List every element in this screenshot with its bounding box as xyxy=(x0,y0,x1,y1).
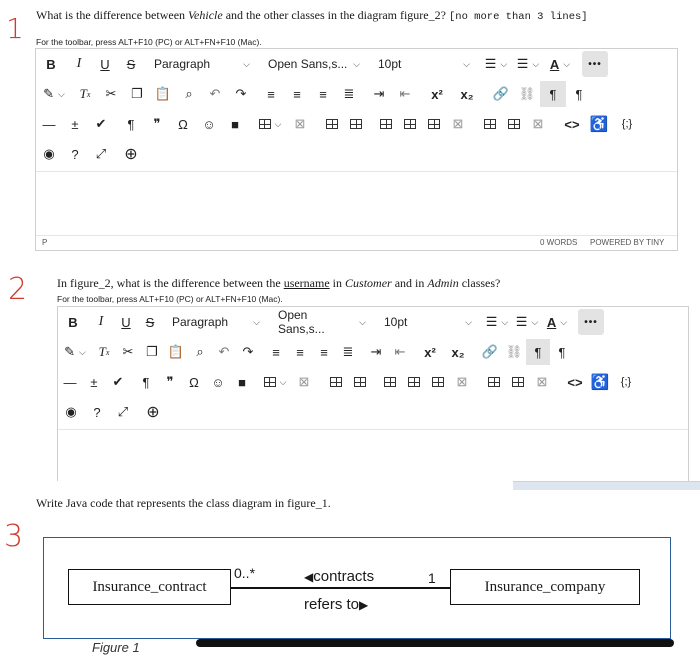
italic-button[interactable]: I xyxy=(76,56,82,71)
table-cell-icon[interactable] xyxy=(482,369,506,395)
table-col-after-icon[interactable]: ⊠ xyxy=(452,116,464,131)
q2-text-a: In figure_2, what is the difference between the xyxy=(57,276,284,290)
text-color-button[interactable]: A ⌵ xyxy=(549,56,571,72)
checkmark-icon[interactable]: ✔ xyxy=(95,116,107,131)
unlink-icon[interactable]: ⛓ xyxy=(518,86,536,101)
more-toolbar-button[interactable]: ••• xyxy=(578,309,604,335)
font-size-value: 10pt xyxy=(384,315,408,329)
block-format-value: Paragraph xyxy=(172,315,229,329)
align-center-icon[interactable]: ≡ xyxy=(296,344,304,360)
strikethrough-button[interactable]: S xyxy=(126,56,136,72)
association-label-bottom xyxy=(304,596,368,613)
source-code-button[interactable]: <> xyxy=(567,374,583,390)
help-icon[interactable]: ? xyxy=(71,146,79,162)
class-box-insurance-contract xyxy=(68,569,231,605)
right-multiplicity: 1 xyxy=(428,570,436,586)
emoji-icon[interactable]: ☺ xyxy=(211,374,225,390)
handwritten-number-2: 2 xyxy=(8,272,28,307)
question-2-text xyxy=(57,276,500,291)
bookmark-icon[interactable]: ■ xyxy=(231,116,239,132)
font-family-dropdown[interactable] xyxy=(272,309,372,335)
block-format-dropdown[interactable] xyxy=(148,51,256,77)
editor-content-area-2[interactable] xyxy=(58,429,688,483)
left-class-name: Insurance_contract xyxy=(92,578,207,595)
right-class-name: Insurance_company xyxy=(484,578,606,595)
subscript-button[interactable]: x₂ xyxy=(460,86,474,102)
left-multiplicity: 0..* xyxy=(234,565,256,581)
table-insert-icon[interactable]: ⌵ xyxy=(252,111,288,137)
table-col-after-icon[interactable]: ⊠ xyxy=(456,374,468,389)
question-1-text xyxy=(36,8,588,23)
table-merge-icon[interactable] xyxy=(502,111,526,137)
association-name-contracts: contracts xyxy=(313,568,375,585)
rich-text-editor-2[interactable] xyxy=(57,306,689,481)
superscript-button[interactable]: x² xyxy=(424,344,436,360)
numbered-list-button[interactable]: ☰ ⌵ xyxy=(515,314,539,329)
indent-icon[interactable]: ⇥ xyxy=(373,86,385,101)
math-button[interactable]: {;} xyxy=(621,118,633,130)
chevron-down-icon: ⌵ xyxy=(465,316,472,327)
undo-icon[interactable]: ↶ xyxy=(218,344,230,359)
font-size-dropdown[interactable] xyxy=(378,309,478,335)
q2-text-d: classes? xyxy=(458,276,501,290)
horizontal-line-icon[interactable]: — xyxy=(42,116,56,132)
ltr-direction-icon[interactable]: ¶ xyxy=(540,81,566,107)
accessibility-icon[interactable]: ♿ xyxy=(589,116,609,133)
q2-text-b: in xyxy=(329,276,346,290)
highlight-color-button[interactable]: ✎ ⌵ xyxy=(64,344,86,359)
subscript-button[interactable]: x₂ xyxy=(451,344,465,360)
table-row-after-icon[interactable] xyxy=(398,111,422,137)
association-line xyxy=(231,587,450,589)
q2-italic-1: Customer xyxy=(345,276,392,290)
special-character-button[interactable]: Ω xyxy=(178,116,188,132)
font-family-value: Open Sans,s... xyxy=(278,308,325,336)
blockquote-button[interactable]: ❞ xyxy=(166,374,174,389)
table-row-icon[interactable] xyxy=(348,369,372,395)
table-delete-icon[interactable]: ⊠ xyxy=(298,374,310,389)
numbered-list-button[interactable]: ☰ ⌵ xyxy=(516,56,540,71)
align-right-icon[interactable]: ≡ xyxy=(320,344,328,360)
outdent-icon[interactable]: ⇤ xyxy=(399,86,411,101)
chevron-down-icon: ⌵ xyxy=(353,58,360,69)
chevron-down-icon: ⌵ xyxy=(253,316,260,327)
text-color-button[interactable]: A ⌵ xyxy=(546,314,568,330)
word-count: 0 WORDS xyxy=(540,238,578,247)
font-family-value: Open Sans,s... xyxy=(268,57,348,71)
table-split-icon[interactable]: ⊠ xyxy=(532,116,544,131)
undo-icon[interactable]: ↶ xyxy=(209,86,221,101)
q1-text-b: and the other classes in the diagram figure_2? xyxy=(222,8,446,22)
redo-icon[interactable]: ↷ xyxy=(242,344,254,359)
underline-button[interactable]: U xyxy=(121,314,131,330)
chevron-down-icon: ⌵ xyxy=(243,58,250,69)
figure-caption: Figure 1 xyxy=(92,640,140,655)
table-col-before-icon[interactable] xyxy=(422,111,446,137)
search-icon[interactable]: ⌕ xyxy=(185,86,193,101)
association-label-top xyxy=(304,568,374,585)
q2-text-c: and in xyxy=(391,276,428,290)
q1-italic: Vehicle xyxy=(188,8,223,22)
indent-icon[interactable]: ⇥ xyxy=(370,344,382,359)
cut-icon[interactable]: ✂ xyxy=(105,86,117,101)
editor-2-scroll-strip xyxy=(513,481,700,490)
highlight-color-button[interactable]: ✎ ⌵ xyxy=(43,86,65,101)
q2-underlined: username xyxy=(283,276,330,290)
outdent-icon[interactable]: ⇤ xyxy=(394,344,406,359)
bold-button[interactable]: B xyxy=(46,56,56,72)
link-icon[interactable]: 🔗 xyxy=(492,86,510,101)
editor-content-area-1[interactable] xyxy=(36,171,677,238)
accessibility-icon[interactable]: ♿ xyxy=(590,374,610,391)
bookmark-icon[interactable]: ■ xyxy=(238,374,246,390)
preview-eye-icon[interactable]: ◉ xyxy=(65,404,77,419)
fullscreen-icon[interactable]: ⤢ xyxy=(117,404,129,419)
left-arrowhead-icon: ◀ xyxy=(304,570,314,584)
align-justify-icon[interactable]: ≣ xyxy=(343,86,355,101)
checkmark-icon[interactable]: ✔ xyxy=(112,374,124,389)
table-row-icon[interactable] xyxy=(344,111,368,137)
rtl-direction-icon[interactable]: ¶ xyxy=(575,86,583,102)
block-format-dropdown[interactable] xyxy=(166,309,266,335)
table-row-before-icon[interactable] xyxy=(378,369,402,395)
blockquote-button[interactable]: ❞ xyxy=(153,116,161,131)
table-props-icon[interactable] xyxy=(324,369,348,395)
q1-text-a: What is the difference between xyxy=(36,8,189,22)
paste-icon[interactable]: 📋 xyxy=(154,86,172,101)
more-toolbar-button[interactable]: ••• xyxy=(582,51,608,77)
emoji-icon[interactable]: ☺ xyxy=(202,116,216,132)
redo-icon[interactable]: ↷ xyxy=(235,86,247,101)
align-center-icon[interactable]: ≡ xyxy=(293,86,301,102)
font-size-dropdown[interactable] xyxy=(372,51,476,77)
cut-icon[interactable]: ✂ xyxy=(122,344,134,359)
toolbar-hint-2: For the toolbar, press ALT+F10 (PC) or ALT+FN+F10 (Mac). xyxy=(57,294,283,304)
table-insert-icon[interactable]: ⌵ xyxy=(258,369,292,395)
ltr-direction-icon[interactable]: ¶ xyxy=(526,339,550,365)
strikethrough-button[interactable]: S xyxy=(145,314,155,330)
help-icon[interactable]: ? xyxy=(93,404,101,420)
plus-minus-icon[interactable]: ± xyxy=(71,116,79,132)
table-merge-icon[interactable] xyxy=(506,369,530,395)
superscript-button[interactable]: x² xyxy=(431,86,443,102)
block-format-value: Paragraph xyxy=(154,57,211,71)
add-content-icon[interactable]: ⊕ xyxy=(146,404,160,421)
scrollbar-overlay[interactable] xyxy=(196,639,674,647)
handwritten-number-3: 3 xyxy=(4,519,24,554)
add-content-icon[interactable]: ⊕ xyxy=(124,146,138,163)
bullet-list-button[interactable]: ☰ ⌵ xyxy=(484,56,508,71)
association-name-refers-to: refers to xyxy=(304,596,360,613)
bullet-list-button[interactable]: ☰ ⌵ xyxy=(485,314,509,329)
powered-by-tiny[interactable]: POWERED BY TINY xyxy=(590,238,665,247)
preview-eye-icon[interactable]: ◉ xyxy=(43,146,55,161)
align-left-icon[interactable]: ≡ xyxy=(267,86,275,102)
chevron-down-icon: ⌵ xyxy=(463,58,470,69)
underline-button[interactable]: U xyxy=(100,56,110,72)
table-col-before-icon[interactable] xyxy=(426,369,450,395)
italic-button[interactable]: I xyxy=(98,314,104,329)
clear-formatting-icon[interactable]: T x xyxy=(98,344,110,359)
source-code-button[interactable]: <> xyxy=(564,116,580,132)
paragraph-mark-button[interactable]: ¶ xyxy=(127,116,135,132)
toolbar-hint-1: For the toolbar, press ALT+F10 (PC) or ALT+FN+F10 (Mac). xyxy=(36,37,262,47)
table-delete-icon[interactable]: ⊠ xyxy=(294,116,306,131)
table-props-icon[interactable] xyxy=(320,111,344,137)
table-row-after-icon[interactable] xyxy=(402,369,426,395)
unlink-icon[interactable]: ⛓ xyxy=(505,344,523,359)
chevron-down-icon: ⌵ xyxy=(359,316,366,327)
paste-icon[interactable]: 📋 xyxy=(167,344,185,359)
table-split-icon[interactable]: ⊠ xyxy=(536,374,548,389)
link-icon[interactable]: 🔗 xyxy=(481,344,499,359)
right-arrowhead-icon: ▶ xyxy=(359,598,369,612)
class-box-insurance-company xyxy=(450,569,640,605)
table-cell-icon[interactable] xyxy=(478,111,502,137)
align-justify-icon[interactable]: ≣ xyxy=(342,344,354,359)
element-path: P xyxy=(42,238,48,247)
horizontal-line-icon[interactable]: — xyxy=(63,374,77,390)
special-character-button[interactable]: Ω xyxy=(189,374,199,390)
handwritten-number-1: 1 xyxy=(6,12,24,45)
search-icon[interactable]: ⌕ xyxy=(196,344,204,359)
copy-icon[interactable]: ❐ xyxy=(146,344,158,359)
copy-icon[interactable]: ❐ xyxy=(131,86,143,101)
rich-text-editor-1[interactable] xyxy=(35,48,678,251)
bold-button[interactable]: B xyxy=(68,314,78,330)
align-right-icon[interactable]: ≡ xyxy=(319,86,327,102)
q2-italic-2: Admin xyxy=(427,276,459,290)
q1-note: [no more than 3 lines] xyxy=(448,11,588,23)
rtl-direction-icon[interactable]: ¶ xyxy=(558,344,566,360)
paragraph-mark-button[interactable]: ¶ xyxy=(142,374,150,390)
plus-minus-icon[interactable]: ± xyxy=(90,374,98,390)
align-left-icon[interactable]: ≡ xyxy=(272,344,280,360)
table-row-before-icon[interactable] xyxy=(374,111,398,137)
font-size-value: 10pt xyxy=(378,57,402,71)
question-3-text: Write Java code that represents the class diagram in figure_1. xyxy=(36,496,331,510)
clear-formatting-icon[interactable]: T x xyxy=(79,86,91,101)
editor-status-bar-1 xyxy=(36,235,677,250)
math-button[interactable]: {;} xyxy=(620,376,632,388)
font-family-dropdown[interactable] xyxy=(262,51,366,77)
fullscreen-icon[interactable]: ⤢ xyxy=(95,146,107,161)
